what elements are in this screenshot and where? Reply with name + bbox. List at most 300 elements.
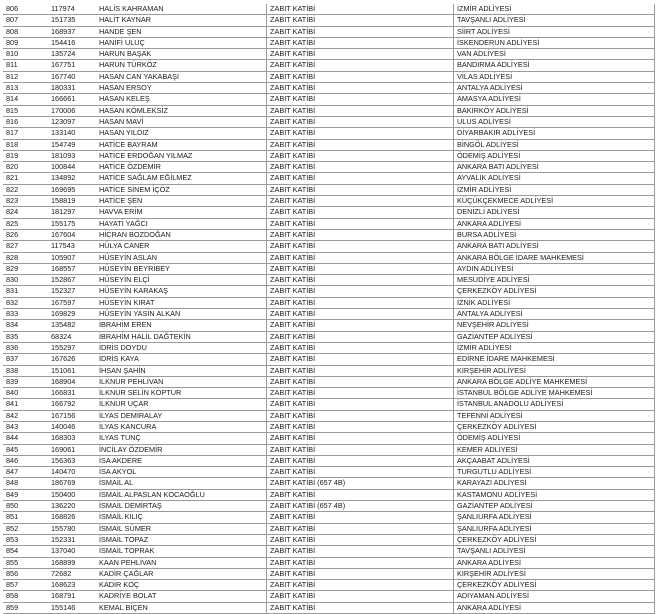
registry-number: 117543 bbox=[48, 241, 96, 252]
registry-number: 134892 bbox=[48, 173, 96, 184]
job-title: ZABIT KATİBİ bbox=[267, 342, 454, 353]
person-name: İLYAS KANCURA bbox=[96, 421, 267, 432]
row-number: 831 bbox=[3, 286, 48, 297]
job-title: ZABIT KATİBİ bbox=[267, 83, 454, 94]
job-title: ZABIT KATİBİ bbox=[267, 297, 454, 308]
registry-number: 68324 bbox=[48, 331, 96, 342]
job-title: ZABIT KATİBİ bbox=[267, 410, 454, 421]
person-name: İDRİS DOYDU bbox=[96, 342, 267, 353]
person-name: HATİCE ERDOĞAN YILMAZ bbox=[96, 150, 267, 161]
person-name: İLKNUR UÇAR bbox=[96, 399, 267, 410]
job-title: ZABIT KATİBİ bbox=[267, 49, 454, 60]
job-title: ZABIT KATİBİ bbox=[267, 184, 454, 195]
job-title: ZABIT KATİBİ bbox=[267, 128, 454, 139]
table-row bbox=[3, 342, 655, 353]
job-title: ZABIT KATİBİ bbox=[267, 320, 454, 331]
registry-number: 151735 bbox=[48, 15, 96, 26]
row-number: 821 bbox=[3, 173, 48, 184]
table-row bbox=[3, 116, 655, 127]
assigned-courthouse: ADIYAMAN ADLİYESİ bbox=[454, 591, 655, 602]
registry-number: 100844 bbox=[48, 162, 96, 173]
job-title: ZABIT KATİBİ bbox=[267, 546, 454, 557]
assigned-courthouse: KÜÇÜKÇEKMECE ADLİYESİ bbox=[454, 196, 655, 207]
person-name: HÜSEYİN KARAKAŞ bbox=[96, 286, 267, 297]
table-row bbox=[3, 207, 655, 218]
person-name: HATİCE ŞEN bbox=[96, 196, 267, 207]
assigned-courthouse: TAVŞANLI ADLİYESİ bbox=[454, 546, 655, 557]
job-title: ZABIT KATİBİ bbox=[267, 376, 454, 387]
person-name: HASAN CAN YAKABAŞI bbox=[96, 71, 267, 82]
row-number: 830 bbox=[3, 275, 48, 286]
registry-number: 152331 bbox=[48, 534, 96, 545]
job-title: ZABIT KATİBİ bbox=[267, 591, 454, 602]
job-title: ZABIT KATİBİ bbox=[267, 275, 454, 286]
row-number: 842 bbox=[3, 410, 48, 421]
registry-number: 72682 bbox=[48, 568, 96, 579]
table-row bbox=[3, 297, 655, 308]
assigned-courthouse: BAKIRKÖY ADLİYESİ bbox=[454, 105, 655, 116]
person-name: HÜSEYİN YASİN ALKAN bbox=[96, 309, 267, 320]
job-title: ZABIT KATİBİ bbox=[267, 116, 454, 127]
row-number: 853 bbox=[3, 534, 48, 545]
assigned-courthouse: BİNGÖL ADLİYESİ bbox=[454, 139, 655, 150]
person-name: İSMAİL TOPRAK bbox=[96, 546, 267, 557]
registry-number: 151061 bbox=[48, 365, 96, 376]
registry-number: 155780 bbox=[48, 523, 96, 534]
assigned-courthouse: TURGUTLU ADLİYESİ bbox=[454, 467, 655, 478]
row-number: 835 bbox=[3, 331, 48, 342]
person-name: İSMAİL DEMİRTAŞ bbox=[96, 501, 267, 512]
job-title: ZABIT KATİBİ bbox=[267, 241, 454, 252]
assigned-courthouse: ÖDEMİŞ ADLİYESİ bbox=[454, 150, 655, 161]
job-title: ZABIT KATİBİ bbox=[267, 602, 454, 613]
assigned-courthouse: ÇERKEZKÖY ADLİYESİ bbox=[454, 286, 655, 297]
row-number: 816 bbox=[3, 116, 48, 127]
job-title: ZABIT KATİBİ bbox=[267, 354, 454, 365]
person-name: HASAN ERSOY bbox=[96, 83, 267, 94]
row-number: 828 bbox=[3, 252, 48, 263]
person-name: İBRAHİM EREN bbox=[96, 320, 267, 331]
row-number: 838 bbox=[3, 365, 48, 376]
person-name: HASAN MAVİ bbox=[96, 116, 267, 127]
table-body bbox=[3, 4, 655, 614]
row-number: 840 bbox=[3, 388, 48, 399]
row-number: 809 bbox=[3, 37, 48, 48]
person-name: HÜSEYİN ELÇİ bbox=[96, 275, 267, 286]
table-row bbox=[3, 546, 655, 557]
job-title: ZABIT KATİBİ bbox=[267, 173, 454, 184]
registry-number: 150400 bbox=[48, 489, 96, 500]
table-row bbox=[3, 94, 655, 105]
job-title: ZABIT KATİBİ bbox=[267, 252, 454, 263]
table-row bbox=[3, 354, 655, 365]
person-name: HALİS KAHRAMAN bbox=[96, 4, 267, 15]
job-title: ZABIT KATİBİ bbox=[267, 523, 454, 534]
row-number: 848 bbox=[3, 478, 48, 489]
assigned-courthouse: GAZİANTEP ADLİYESİ bbox=[454, 331, 655, 342]
row-number: 817 bbox=[3, 128, 48, 139]
person-name: İBRAHİM HALİL DAĞTEKİN bbox=[96, 331, 267, 342]
person-name: HARUN BAŞAK bbox=[96, 49, 267, 60]
row-number: 855 bbox=[3, 557, 48, 568]
registry-number: 135482 bbox=[48, 320, 96, 331]
assigned-courthouse: İZMİR ADLİYESİ bbox=[454, 342, 655, 353]
table-row bbox=[3, 49, 655, 60]
job-title: ZABIT KATİBİ bbox=[267, 421, 454, 432]
assigned-courthouse: SİİRT ADLİYESİ bbox=[454, 26, 655, 37]
table-row bbox=[3, 557, 655, 568]
table-row bbox=[3, 523, 655, 534]
registry-number: 167626 bbox=[48, 354, 96, 365]
job-title: ZABIT KATİBİ bbox=[267, 4, 454, 15]
table-row bbox=[3, 60, 655, 71]
table-row bbox=[3, 365, 655, 376]
table-row bbox=[3, 252, 655, 263]
row-number: 824 bbox=[3, 207, 48, 218]
table-row bbox=[3, 128, 655, 139]
table-row bbox=[3, 196, 655, 207]
person-name: İSA AKYOL bbox=[96, 467, 267, 478]
person-name: HATİCE BAYRAM bbox=[96, 139, 267, 150]
assigned-courthouse: DENİZLİ ADLİYESİ bbox=[454, 207, 655, 218]
assigned-courthouse: ANKARA BÖLGE ADLİYE MAHKEMESİ bbox=[454, 376, 655, 387]
person-name: HASAN KÖMLEKSİZ bbox=[96, 105, 267, 116]
row-number: 826 bbox=[3, 229, 48, 240]
assigned-courthouse: İZMİR ADLİYESİ bbox=[454, 184, 655, 195]
table-row bbox=[3, 568, 655, 579]
registry-number: 168303 bbox=[48, 433, 96, 444]
job-title: ZABIT KATİBİ bbox=[267, 365, 454, 376]
row-number: 841 bbox=[3, 399, 48, 410]
person-name: HİCRAN BOZDOĞAN bbox=[96, 229, 267, 240]
row-number: 819 bbox=[3, 150, 48, 161]
registry-number: 154416 bbox=[48, 37, 96, 48]
job-title: ZABIT KATİBİ bbox=[267, 162, 454, 173]
person-name: HAYATİ YAĞCI bbox=[96, 218, 267, 229]
job-title: ZABIT KATİBİ (657 4B) bbox=[267, 478, 454, 489]
assigned-courthouse: AYDIN ADLİYESİ bbox=[454, 263, 655, 274]
job-title: ZABIT KATİBİ bbox=[267, 150, 454, 161]
registry-number: 166661 bbox=[48, 94, 96, 105]
row-number: 806 bbox=[3, 4, 48, 15]
table-row bbox=[3, 150, 655, 161]
registry-number: 169061 bbox=[48, 444, 96, 455]
registry-number: 135724 bbox=[48, 49, 96, 60]
person-name: KADİR ÇAĞLAR bbox=[96, 568, 267, 579]
person-name: HATİCE SİNEM İÇÖZ bbox=[96, 184, 267, 195]
table-row bbox=[3, 4, 655, 15]
row-number: 823 bbox=[3, 196, 48, 207]
assigned-courthouse: ANKARA ADLİYESİ bbox=[454, 218, 655, 229]
table-row bbox=[3, 37, 655, 48]
person-name: İSMAİL TOPAZ bbox=[96, 534, 267, 545]
job-title: ZABIT KATİBİ bbox=[267, 229, 454, 240]
assigned-courthouse: ANTALYA ADLİYESİ bbox=[454, 83, 655, 94]
assigned-courthouse: İSTANBUL ANADOLU ADLİYESİ bbox=[454, 399, 655, 410]
job-title: ZABIT KATİBİ bbox=[267, 534, 454, 545]
assigned-courthouse: ANKARA BATI ADLİYESİ bbox=[454, 241, 655, 252]
registry-number: 186769 bbox=[48, 478, 96, 489]
row-number: 815 bbox=[3, 105, 48, 116]
registry-number: 140470 bbox=[48, 467, 96, 478]
job-title: ZABIT KATİBİ bbox=[267, 388, 454, 399]
person-name: HÜSEYİN ASLAN bbox=[96, 252, 267, 263]
person-name: KAAN PEHLİVAN bbox=[96, 557, 267, 568]
assigned-courthouse: KEMER ADLİYESİ bbox=[454, 444, 655, 455]
job-title: ZABIT KATİBİ bbox=[267, 399, 454, 410]
person-name: İSMAİL KILIÇ bbox=[96, 512, 267, 523]
registry-number: 169695 bbox=[48, 184, 96, 195]
row-number: 847 bbox=[3, 467, 48, 478]
job-title: ZABIT KATİBİ bbox=[267, 26, 454, 37]
row-number: 818 bbox=[3, 139, 48, 150]
registry-number: 167740 bbox=[48, 71, 96, 82]
assigned-courthouse: GAZİANTEP ADLİYESİ bbox=[454, 501, 655, 512]
assigned-courthouse: BURSA ADLİYESİ bbox=[454, 229, 655, 240]
row-number: 834 bbox=[3, 320, 48, 331]
job-title: ZABIT KATİBİ bbox=[267, 467, 454, 478]
assigned-courthouse: ANKARA ADLİYESİ bbox=[454, 557, 655, 568]
person-name: İSMAİL AL bbox=[96, 478, 267, 489]
person-name: HÜSEYİN KIRAT bbox=[96, 297, 267, 308]
assigned-courthouse: İSKENDERUN ADLİYESİ bbox=[454, 37, 655, 48]
job-title: ZABIT KATİBİ bbox=[267, 286, 454, 297]
job-title: ZABIT KATİBİ bbox=[267, 433, 454, 444]
table-row bbox=[3, 421, 655, 432]
job-title: ZABIT KATİBİ bbox=[267, 512, 454, 523]
table-row bbox=[3, 83, 655, 94]
person-name: HASAN YILDIZ bbox=[96, 128, 267, 139]
row-number: 858 bbox=[3, 591, 48, 602]
assigned-courthouse: ANKARA BÖLGE İDARE MAHKEMESİ bbox=[454, 252, 655, 263]
row-number: 859 bbox=[3, 602, 48, 613]
registry-number: 168899 bbox=[48, 557, 96, 568]
job-title: ZABIT KATİBİ bbox=[267, 568, 454, 579]
person-name: HÜLYA CANER bbox=[96, 241, 267, 252]
table-row bbox=[3, 286, 655, 297]
person-name: İSMAİL SÜMER bbox=[96, 523, 267, 534]
registry-number: 155297 bbox=[48, 342, 96, 353]
table-row bbox=[3, 376, 655, 387]
person-name: İLKNUR PEHLİVAN bbox=[96, 376, 267, 387]
row-number: 812 bbox=[3, 71, 48, 82]
assigned-courthouse: ÇERKEZKÖY ADLİYESİ bbox=[454, 534, 655, 545]
registry-number: 152327 bbox=[48, 286, 96, 297]
table-row bbox=[3, 602, 655, 613]
registry-number: 158819 bbox=[48, 196, 96, 207]
job-title: ZABIT KATİBİ bbox=[267, 218, 454, 229]
person-name: İSMAİL ALPASLAN KOCAOĞLU bbox=[96, 489, 267, 500]
assigned-courthouse: İSTANBUL BÖLGE ADLİYE MAHKEMESİ bbox=[454, 388, 655, 399]
assigned-courthouse: ANKARA ADLİYESİ bbox=[454, 602, 655, 613]
assigned-courthouse: BANDIRMA ADLİYESİ bbox=[454, 60, 655, 71]
registry-number: 181297 bbox=[48, 207, 96, 218]
registry-number: 133140 bbox=[48, 128, 96, 139]
row-number: 813 bbox=[3, 83, 48, 94]
table-row bbox=[3, 184, 655, 195]
registry-number: 168557 bbox=[48, 263, 96, 274]
table-row bbox=[3, 591, 655, 602]
registry-number: 168937 bbox=[48, 26, 96, 37]
table-row bbox=[3, 15, 655, 26]
assigned-courthouse: ÇERKEZKÖY ADLİYESİ bbox=[454, 580, 655, 591]
person-name: HARUN TÜRKÖZ bbox=[96, 60, 267, 71]
row-number: 857 bbox=[3, 580, 48, 591]
registry-number: 156363 bbox=[48, 455, 96, 466]
registry-number: 180331 bbox=[48, 83, 96, 94]
assigned-courthouse: VAN ADLİYESİ bbox=[454, 49, 655, 60]
person-name: HATİCE ÖZDEMİR bbox=[96, 162, 267, 173]
job-title: ZABIT KATİBİ bbox=[267, 60, 454, 71]
table-row bbox=[3, 162, 655, 173]
row-number: 839 bbox=[3, 376, 48, 387]
assigned-courthouse: İZNİK ADLİYESİ bbox=[454, 297, 655, 308]
person-name: HANİFİ ULUÇ bbox=[96, 37, 267, 48]
assigned-courthouse: KIRŞEHİR ADLİYESİ bbox=[454, 365, 655, 376]
assigned-courthouse: ANKARA BATI ADLİYESİ bbox=[454, 162, 655, 173]
row-number: 843 bbox=[3, 421, 48, 432]
row-number: 846 bbox=[3, 455, 48, 466]
table-row bbox=[3, 455, 655, 466]
assigned-courthouse: EDİRNE İDARE MAHKEMESİ bbox=[454, 354, 655, 365]
person-name: İLYAS DEMİRALAY bbox=[96, 410, 267, 421]
row-number: 856 bbox=[3, 568, 48, 579]
assigned-courthouse: DİYARBAKIR ADLİYESİ bbox=[454, 128, 655, 139]
assigned-courthouse: ANTALYA ADLİYESİ bbox=[454, 309, 655, 320]
registry-number: 137040 bbox=[48, 546, 96, 557]
job-title: ZABIT KATİBİ bbox=[267, 309, 454, 320]
job-title: ZABIT KATİBİ bbox=[267, 15, 454, 26]
table-row bbox=[3, 26, 655, 37]
table-row bbox=[3, 501, 655, 512]
row-number: 833 bbox=[3, 309, 48, 320]
row-number: 836 bbox=[3, 342, 48, 353]
registry-number: 155146 bbox=[48, 602, 96, 613]
person-name: HATİCE SAĞLAM EĞİLMEZ bbox=[96, 173, 267, 184]
table-row bbox=[3, 275, 655, 286]
row-number: 810 bbox=[3, 49, 48, 60]
person-name: İDRİS KAYA bbox=[96, 354, 267, 365]
job-title: ZABIT KATİBİ bbox=[267, 37, 454, 48]
person-name: HÜSEYİN BEYRİBEY bbox=[96, 263, 267, 274]
assigned-courthouse: TAVŞANLI ADLİYESİ bbox=[454, 15, 655, 26]
row-number: 851 bbox=[3, 512, 48, 523]
person-name: İLYAS TUNÇ bbox=[96, 433, 267, 444]
job-title: ZABIT KATİBİ bbox=[267, 455, 454, 466]
job-title: ZABIT KATİBİ bbox=[267, 139, 454, 150]
assigned-courthouse: ÇERKEZKÖY ADLİYESİ bbox=[454, 421, 655, 432]
job-title: ZABIT KATİBİ bbox=[267, 196, 454, 207]
registry-number: 154749 bbox=[48, 139, 96, 150]
job-title: ZABIT KATİBİ bbox=[267, 105, 454, 116]
assigned-courthouse: NEVŞEHİR ADLİYESİ bbox=[454, 320, 655, 331]
registry-number: 167597 bbox=[48, 297, 96, 308]
person-name: İSA AKDERE bbox=[96, 455, 267, 466]
row-number: 850 bbox=[3, 501, 48, 512]
table-row bbox=[3, 534, 655, 545]
registry-number: 169829 bbox=[48, 309, 96, 320]
row-number: 811 bbox=[3, 60, 48, 71]
job-title: ZABIT KATİBİ bbox=[267, 489, 454, 500]
registry-number: 168791 bbox=[48, 591, 96, 602]
table-row bbox=[3, 410, 655, 421]
registry-number: 168904 bbox=[48, 376, 96, 387]
table-row bbox=[3, 580, 655, 591]
person-name: HALİT KAYNAR bbox=[96, 15, 267, 26]
assigned-courthouse: AMASYA ADLİYESİ bbox=[454, 94, 655, 105]
table-row bbox=[3, 71, 655, 82]
row-number: 852 bbox=[3, 523, 48, 534]
table-row bbox=[3, 433, 655, 444]
table-row bbox=[3, 263, 655, 274]
job-title: ZABIT KATİBİ bbox=[267, 207, 454, 218]
registry-number: 167156 bbox=[48, 410, 96, 421]
person-name: İHSAN ŞAHİN bbox=[96, 365, 267, 376]
assigned-courthouse: ŞANLIURFA ADLİYESİ bbox=[454, 523, 655, 534]
assigned-courthouse: AKÇAABAT ADLİYESİ bbox=[454, 455, 655, 466]
table-row bbox=[3, 173, 655, 184]
assigned-courthouse: İZMİR ADLİYESİ bbox=[454, 4, 655, 15]
job-title: ZABIT KATİBİ bbox=[267, 557, 454, 568]
table-row bbox=[3, 467, 655, 478]
job-title: ZABIT KATİBİ (657 4B) bbox=[267, 501, 454, 512]
job-title: ZABIT KATİBİ bbox=[267, 263, 454, 274]
person-name: KEMAL BİÇEN bbox=[96, 602, 267, 613]
assigned-courthouse: KIRŞEHİR ADLİYESİ bbox=[454, 568, 655, 579]
row-number: 832 bbox=[3, 297, 48, 308]
job-title: ZABIT KATİBİ bbox=[267, 331, 454, 342]
table-row bbox=[3, 478, 655, 489]
row-number: 808 bbox=[3, 26, 48, 37]
assigned-courthouse: KASTAMONU ADLİYESİ bbox=[454, 489, 655, 500]
assigned-courthouse: MESUDİYE ADLİYESİ bbox=[454, 275, 655, 286]
row-number: 827 bbox=[3, 241, 48, 252]
job-title: ZABIT KATİBİ bbox=[267, 444, 454, 455]
row-number: 814 bbox=[3, 94, 48, 105]
registry-number: 170006 bbox=[48, 105, 96, 116]
person-name: İLKNUR SELİN KOPTUR bbox=[96, 388, 267, 399]
row-number: 849 bbox=[3, 489, 48, 500]
assigned-courthouse: AYVALIK ADLİYESİ bbox=[454, 173, 655, 184]
row-number: 837 bbox=[3, 354, 48, 365]
table-row bbox=[3, 229, 655, 240]
job-title: ZABIT KATİBİ bbox=[267, 94, 454, 105]
assignment-table bbox=[3, 4, 655, 614]
person-name: HASAN KELEŞ bbox=[96, 94, 267, 105]
registry-number: 166831 bbox=[48, 388, 96, 399]
registry-number: 105907 bbox=[48, 252, 96, 263]
registry-number: 166792 bbox=[48, 399, 96, 410]
registry-number: 140046 bbox=[48, 421, 96, 432]
row-number: 807 bbox=[3, 15, 48, 26]
assigned-courthouse: ŞANLIURFA ADLİYESİ bbox=[454, 512, 655, 523]
registry-number: 181093 bbox=[48, 150, 96, 161]
registry-number: 152867 bbox=[48, 275, 96, 286]
registry-number: 136220 bbox=[48, 501, 96, 512]
registry-number: 117974 bbox=[48, 4, 96, 15]
person-name: İNCİLAY ÖZDEMİR bbox=[96, 444, 267, 455]
table-row bbox=[3, 320, 655, 331]
job-title: ZABIT KATİBİ bbox=[267, 580, 454, 591]
assigned-courthouse: VİLAS ADLİYESİ bbox=[454, 71, 655, 82]
row-number: 845 bbox=[3, 444, 48, 455]
row-number: 844 bbox=[3, 433, 48, 444]
table-row bbox=[3, 331, 655, 342]
person-name: HAVVA ERİM bbox=[96, 207, 267, 218]
row-number: 820 bbox=[3, 162, 48, 173]
registry-number: 155175 bbox=[48, 218, 96, 229]
table-row bbox=[3, 241, 655, 252]
